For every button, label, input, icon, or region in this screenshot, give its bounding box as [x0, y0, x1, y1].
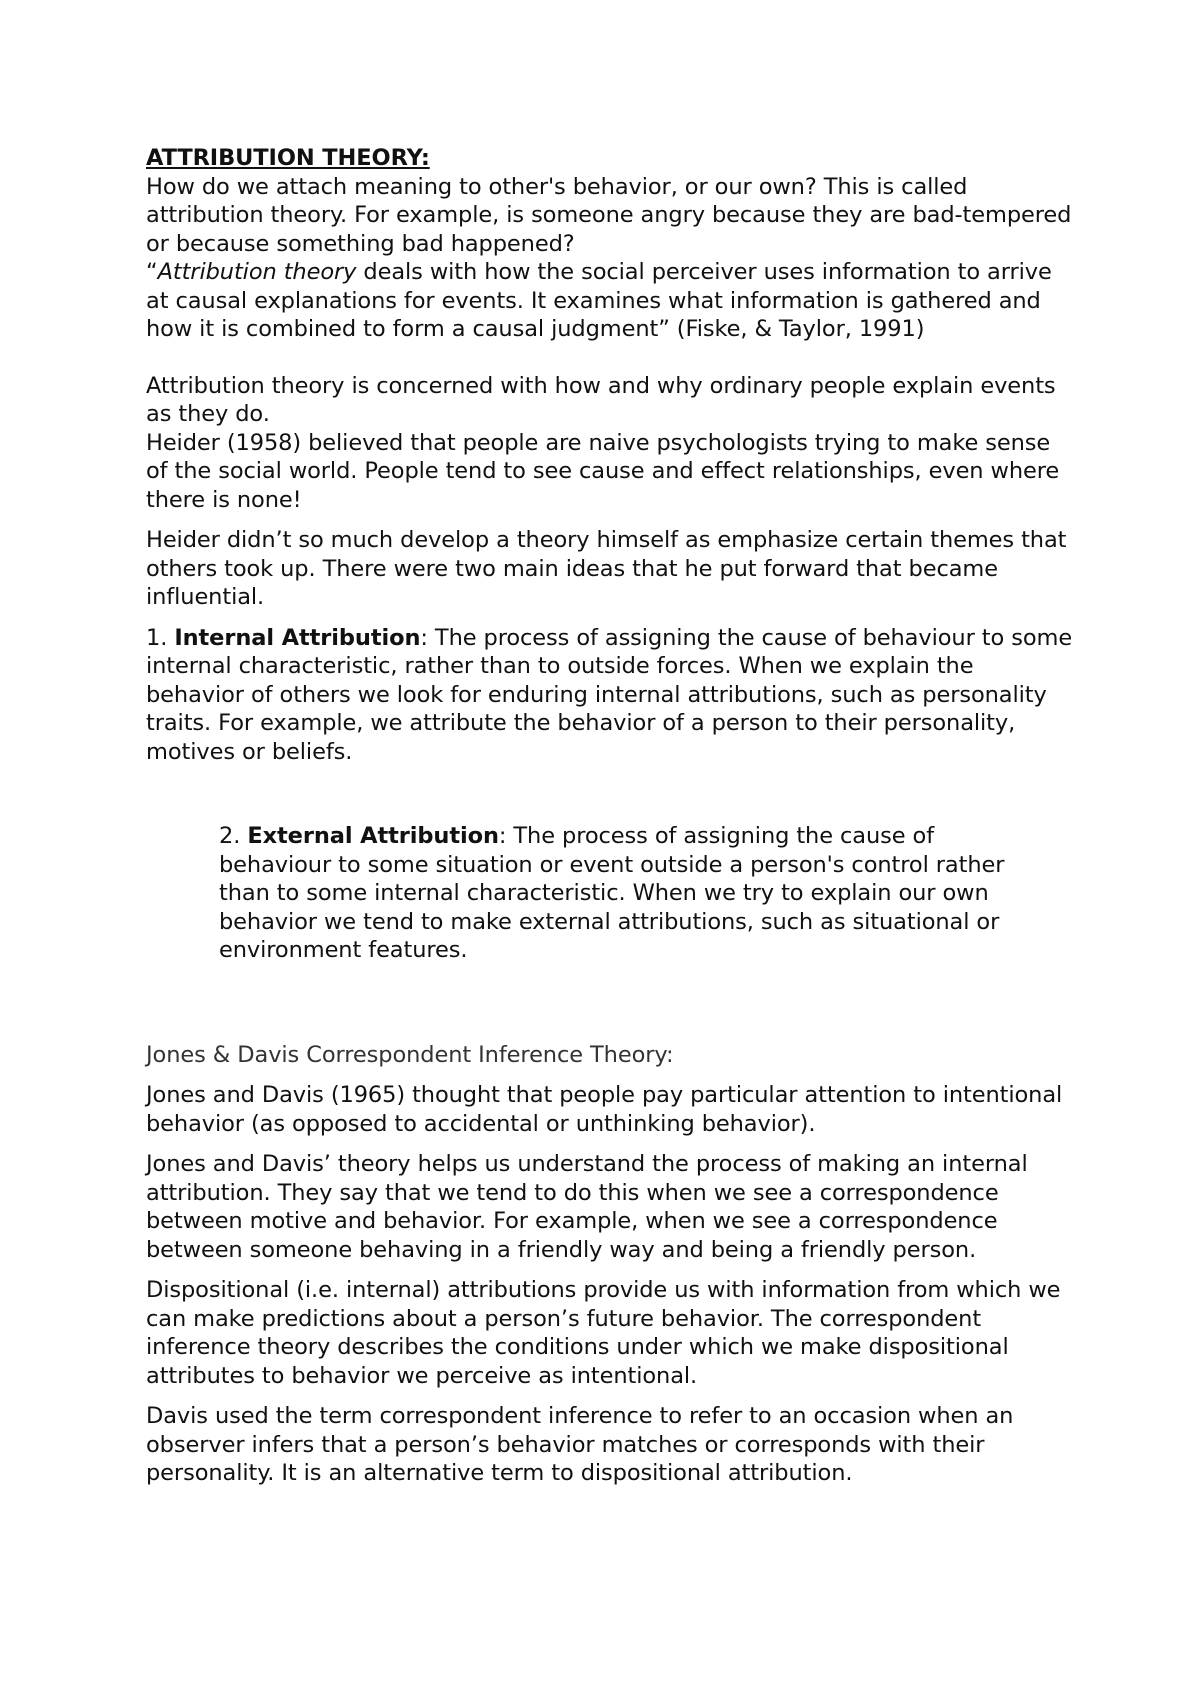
list-item-term: External Attribution	[247, 823, 499, 849]
quote-open-mark: “	[146, 259, 158, 285]
paragraph-attribution-concern: Attribution theory is concerned with how and why ordinary people explain events as they do.	[146, 372, 1056, 427]
list-item-text: : The process of assigning the cause of behaviour to some situation or event outside a person's control rather than to some internal characteristic. When we try to explain our own behavior we tend to make external attributions, such as situational or environment features.	[219, 823, 1005, 963]
list-item-number: 2.	[219, 823, 248, 849]
paragraph-jones-davis-theory: Jones and Davis’ theory helps us understand the process of making an internal attribution. They say that we tend to do this when we see a correspondence between motive and behavior. For example, when we see a correspondence between someone behaving in a friendly way and being a friendly person.	[146, 1151, 1028, 1263]
list-item-text: : The process of assigning the cause of behaviour to some internal characteristic, rather than to outside forces. When we explain the behavior of others we look for enduring internal attributions, such as personality traits. For example, we attribute the behavior of a person to their personality, motives or beliefs.	[146, 624, 1073, 765]
paragraph-heider-themes: Heider didn’t so much develop a theory himself as emphasize certain themes that others took up. There were two main ideas that he put forward that became influential.	[146, 527, 1067, 610]
paragraph-jones-davis-intentional: Jones and Davis (1965) thought that people pay particular attention to intentional behavior (as opposed to accidental or unthinking behavior).	[146, 1082, 1063, 1137]
quote-paragraph	[146, 258, 1076, 344]
document-title: ATTRIBUTION THEORY:	[146, 145, 430, 171]
intro-paragraph: How do we attach meaning to other's behavior, or our own? This is called attribution theory. For example, is someone angry because they are bad-tempered or because something bad happened?	[146, 173, 1072, 257]
quote-term: Attribution theory	[157, 259, 357, 285]
paragraph-dispositional: Dispositional (i.e. internal) attributions provide us with information from which we can make predictions about a person’s future behavior. The correspondent inference theory describes the conditions under which we make dispositional attributes to behavior we perceive as intentional.	[146, 1277, 1061, 1389]
list-item-term: Internal Attribution	[174, 624, 421, 651]
list-item-internal-attribution	[146, 624, 1076, 767]
list-item-external-attribution	[146, 822, 1019, 965]
section-heading-jones-davis: Jones & Davis Correspondent Inference Theory:	[146, 1041, 674, 1068]
paragraph-heider-naive: Heider (1958) believed that people are naive psychologists trying to make sense of the social world. People tend to see cause and effect relationships, even where there is none!	[146, 429, 1060, 513]
list-item-number: 1.	[146, 624, 175, 651]
quote-rest: deals with how the social perceiver uses information to arrive at causal explanations for events. It examines what information is gathered and how it is combined to form a causal judgment” (Fiske, & Taylor, 1991)	[146, 259, 1052, 342]
document-body	[146, 144, 1076, 1488]
paragraph-correspondent-inference: Davis used the term correspondent inference to refer to an occasion when an observer infers that a person’s behavior matches or corresponds with their personality. It is an alternative term to dispositional attribution.	[146, 1403, 1014, 1486]
